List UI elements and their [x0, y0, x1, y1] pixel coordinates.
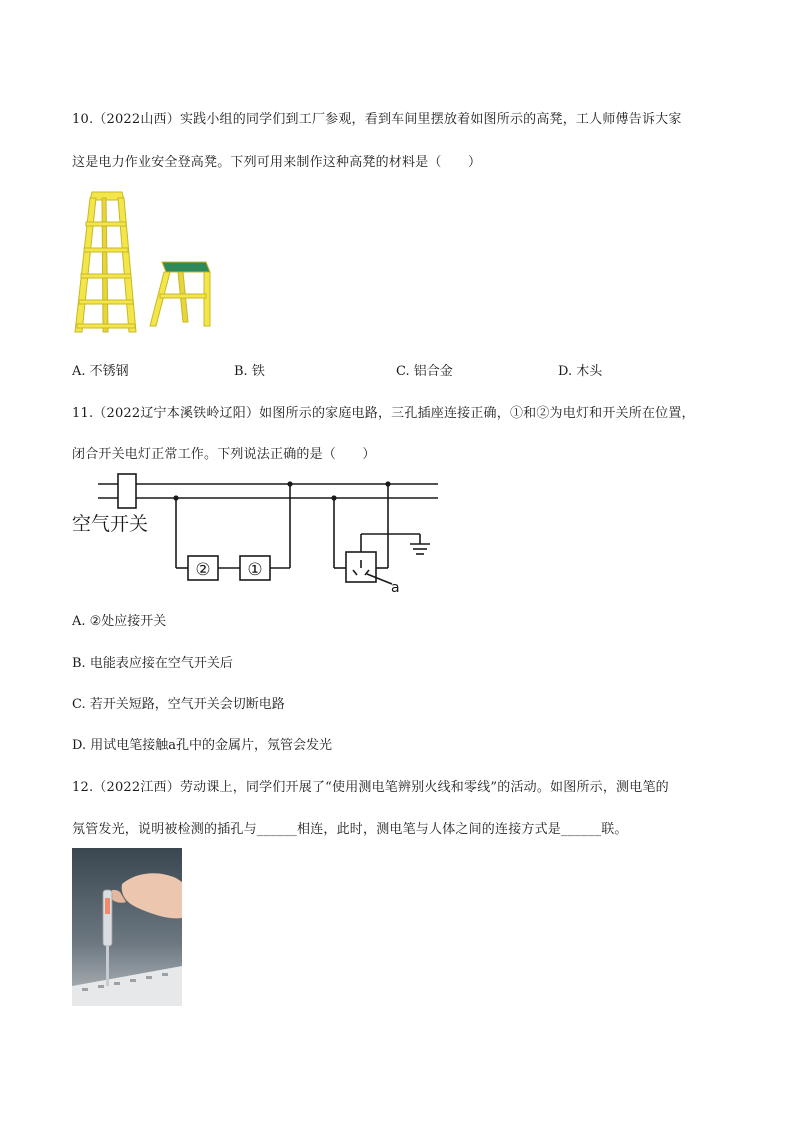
hole-a-label: a	[391, 580, 400, 596]
q10-option-d: D. 木头	[558, 364, 603, 379]
circuit-diagram	[70, 468, 450, 598]
circuit-svg	[70, 468, 450, 598]
q11-option-b: B. 电能表应接在空气开关后	[72, 656, 233, 671]
q10-text-line2: 这是电力作业安全登高凳。下列可用来制作这种高凳的材料是（ ）	[72, 155, 482, 170]
ladder-image	[72, 186, 214, 334]
q11-option-d: D. 用试电笔接触a孔中的金属片，氖管会发光	[72, 738, 332, 753]
q10-text-line1: 10.（2022山西）实践小组的同学们到工厂参观，看到车间里摆放着如图所示的高凳，工人师傅告诉大家	[72, 112, 682, 127]
q11-text-line1: 11.（2022辽宁本溪铁岭辽阳）如图所示的家庭电路，三孔插座连接正确，①和②为电灯和开关所在位置，	[72, 406, 695, 421]
q10-option-c: C. 铝合金	[396, 364, 453, 379]
test-pen-photo	[72, 848, 182, 1006]
q12-text-line1: 12.（2022江西）劳动课上，同学们开展了“使用测电笔辨别火线和零线”的活动。如图所示，测电笔的	[72, 780, 669, 795]
q11-option-a: A. ②处应接开关	[72, 614, 167, 629]
position-2-label: ②	[195, 560, 211, 580]
q10-option-b: B. 铁	[234, 364, 265, 379]
test-pen-image	[72, 848, 182, 1006]
safety-stool-figure	[72, 186, 214, 334]
position-1-label: ①	[247, 560, 263, 580]
q11-option-c: C. 若开关短路，空气开关会切断电路	[72, 697, 285, 712]
q12-text-line2: 氖管发光，说明被检测的插孔与______相连，此时，测电笔与人体之间的连接方式是______联。	[72, 822, 628, 837]
breaker-label: 空气开关	[72, 513, 149, 535]
q11-text-line2: 闭合开关电灯正常工作。下列说法正确的是（ ）	[72, 447, 376, 462]
q10-option-a: A. 不锈钢	[72, 364, 129, 379]
